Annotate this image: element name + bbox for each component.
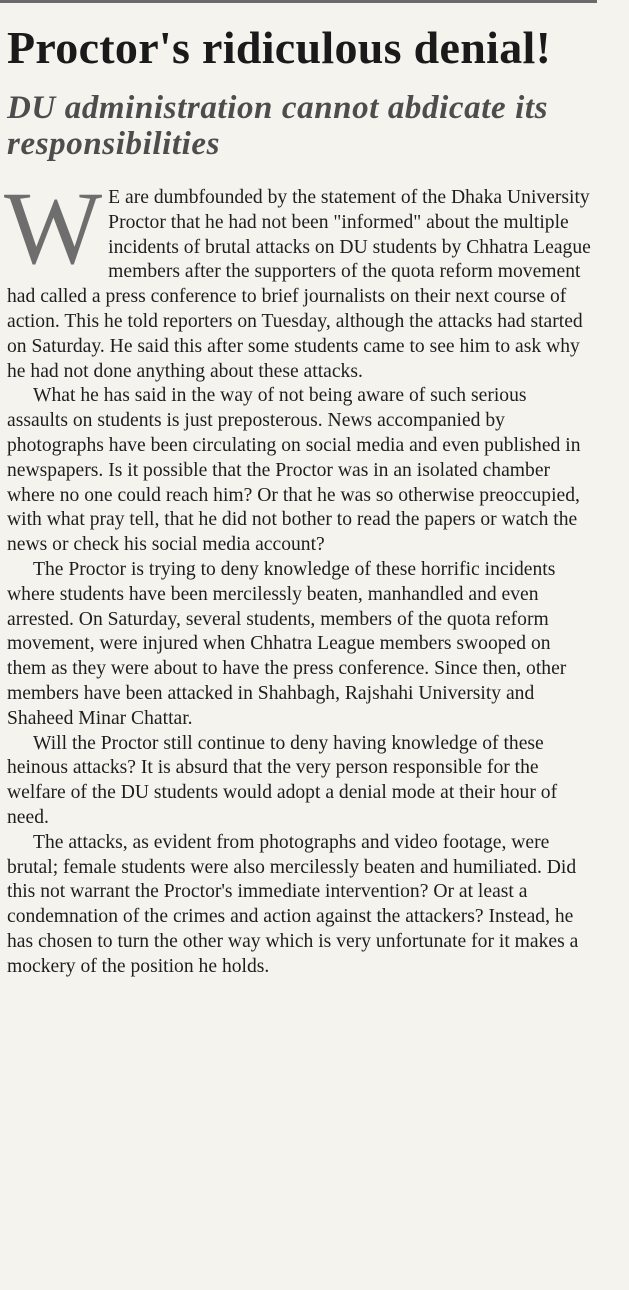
- top-rule: [0, 0, 597, 3]
- paragraph-5: The attacks, as evident from photographs and video footage, were brutal; female students were also mercilessly beaten and humiliated. Did this not warrant the Proctor's immediate intervention? Or at least a condemnation of the crimes and action against the attackers? Instead, he has chosen to turn the other way which is very unfortunate for it makes a mockery of the position he holds.: [7, 831, 579, 977]
- editorial-article: [4, 20, 592, 980]
- subheadline: DU administration cannot abdicate its responsibilities: [7, 90, 549, 162]
- paragraph-1: [4, 171, 592, 384]
- paragraph-1-text: E are dumbfounded by the statement of the Dhaka University Proctor that he had not been "informed" about the multiple incidents of brutal attacks on DU students by Chhatra League members after the supporters of the quota reform movement had called a press conference to brief journalists on their next course of action. This he told reporters on Tuesday, although the attacks had started on Saturday. He said this after some students came to see him to ask why he had not done anything about these attacks.: [7, 187, 591, 382]
- paragraph-3: The Proctor is trying to deny knowledge of these horrific incidents where students have been mercilessly beaten, manhandled and even arrested. On Saturday, several students, members of the quota reform movement, were injured when Chhatra League members swooped on them as they were about to have the press conference. Since then, other members have been attacked in Shahbagh, Rajshahi University and Shaheed Minar Chattar.: [7, 558, 567, 729]
- headline: Proctor's ridiculous denial!: [7, 22, 552, 73]
- article-body: [4, 171, 592, 980]
- paragraph-2: What he has said in the way of not being aware of such serious assaults on students is just preposterous. News accompanied by photographs have been circulating on social media and even published in newspapers. Is it possible that the Proctor was in an isolated chamber where no one could reach him? Or that he was so otherwise preoccupied, with what pray tell, that he did not bother to read the papers or watch the news or check his social media account?: [7, 385, 581, 556]
- paragraph-4: Will the Proctor still continue to deny having knowledge of these heinous attacks? It is absurd that the very person responsible for the welfare of the DU students would adopt a denial mode at their hour of need.: [7, 732, 558, 828]
- drop-cap: W: [4, 171, 103, 286]
